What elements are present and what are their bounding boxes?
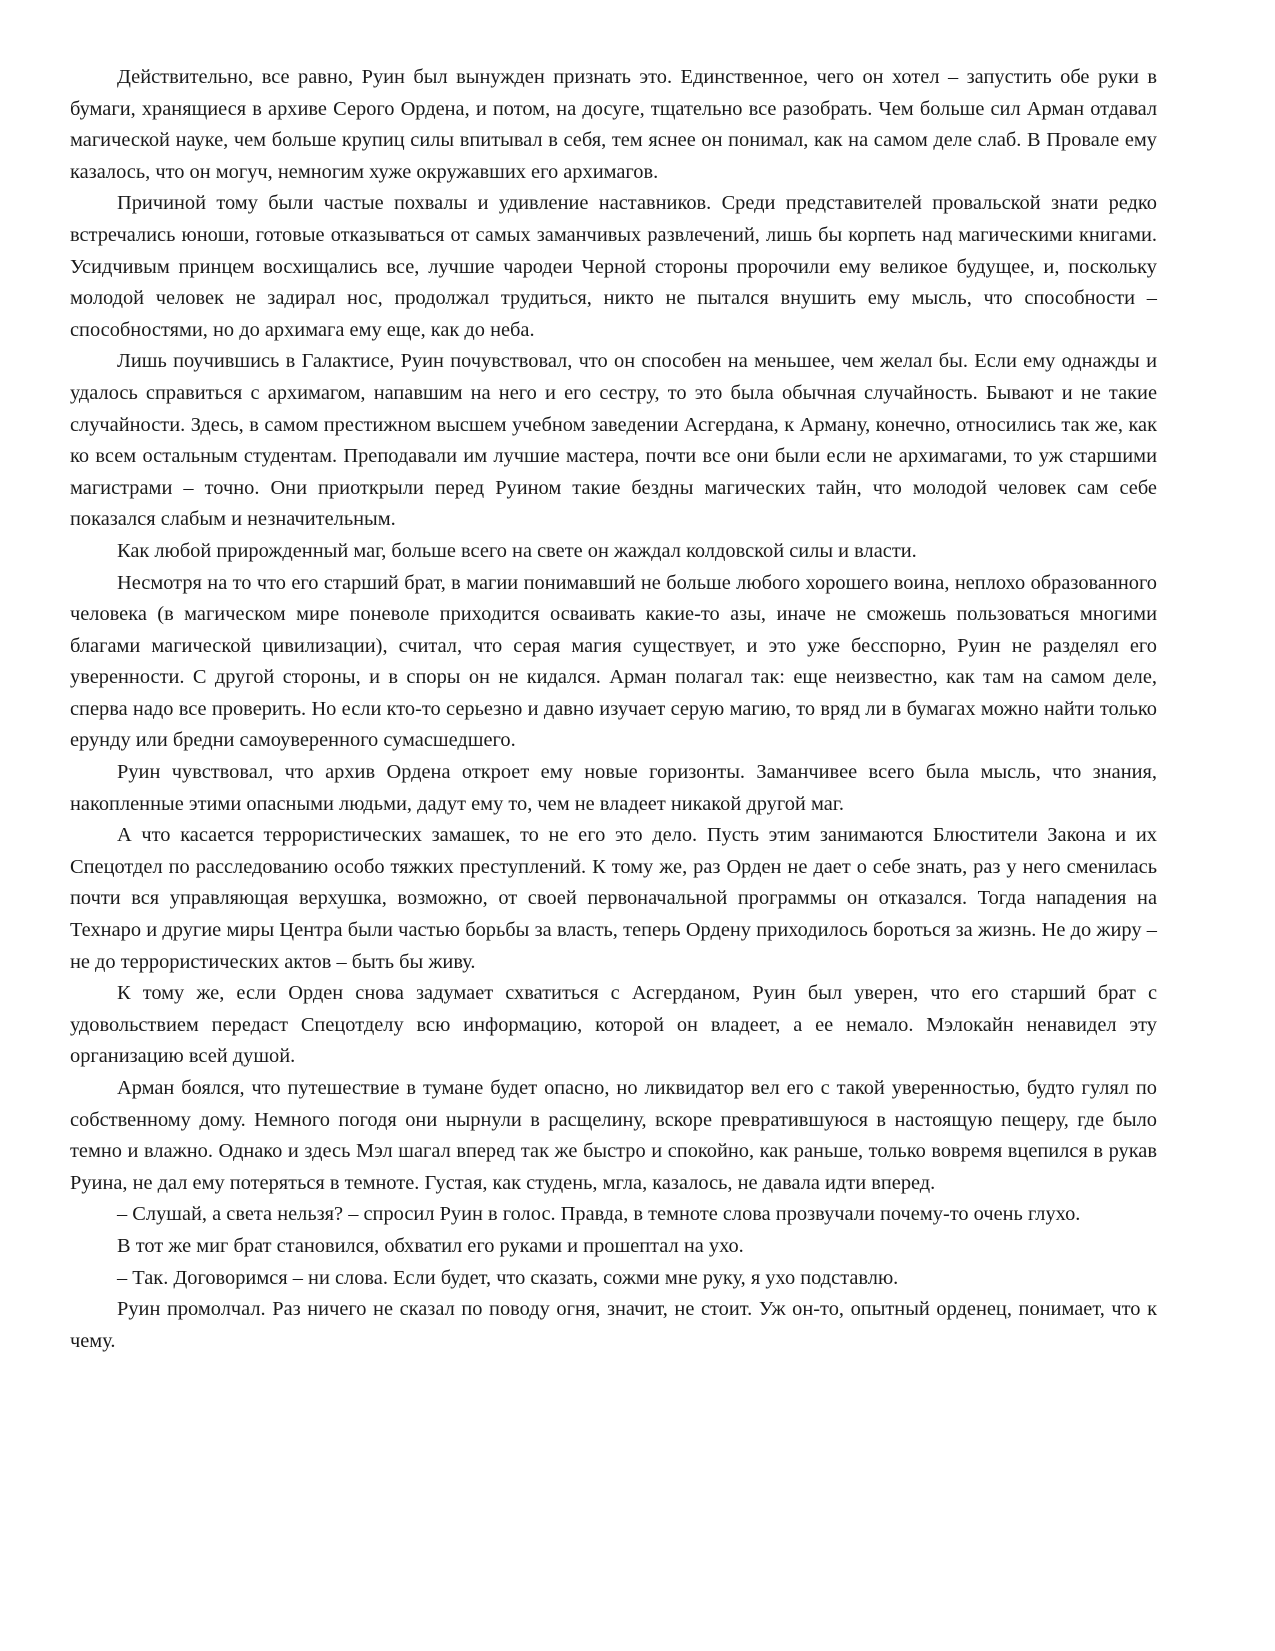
paragraph: Действительно, все равно, Руин был вынужден признать это. Единственное, чего он хотел – запустить обе руки в бумаги, хранящиеся в архиве Серого Ордена, и потом, на досуге, тщательно все разобрать. Чем больше сил Арман отдавал магической науке, чем больше крупиц силы впитывал в себя, тем яснее он понимал, как на самом деле слаб. В Провале ему казалось, что он могуч, немногим хуже окружавших его архимагов. xyxy=(70,66,1157,183)
paragraph: Несмотря на то что его старший брат, в магии понимавший не больше любого хорошего воина, неплохо образованного человека (в магическом мире поневоле приходится осваивать какие-то азы, иначе не сможешь пользоваться многими благами магической цивилизации), считал, что серая магия существует, и это уже бесспорно, Руин не разделял его уверенности. С другой стороны, и в споры он не кидался. Арман полагал так: еще неизвестно, как там на самом деле, сперва надо все проверить. Но если кто-то серьезно и давно изучает серую магию, то вряд ли в бумагах можно найти только ерунду или бредни самоуверенного сумасшедшего. xyxy=(70,571,1157,752)
paragraph: К тому же, если Орден снова задумает схватиться с Асгерданом, Руин был уверен, что его старший брат с удовольствием передаст Спецотделу всю информацию, которой он владеет, а ее немало. Мэлокайн ненавидел эту организацию всей душой. xyxy=(70,982,1157,1068)
paragraph: Как любой прирожденный маг, больше всего на свете он жаждал колдовской силы и власти. xyxy=(117,539,917,562)
paragraph: – Так. Договоримся – ни слова. Если будет, что сказать, сожми мне руку, я ухо подставлю. xyxy=(117,1266,899,1289)
paragraph: В тот же миг брат становился, обхватил его руками и прошептал на ухо. xyxy=(117,1234,744,1257)
paragraph: Руин промолчал. Раз ничего не сказал по поводу огня, значит, не стоит. Уж он-то, опытный орденец, понимает, что к чему. xyxy=(70,1298,1157,1352)
paragraph: Причиной тому были частые похвалы и удивление наставников. Среди представителей провальской знати редко встречались юноши, готовые отказываться от самых заманчивых развлечений, лишь бы корпеть над магическими книгами. Усидчивым принцем восхищались все, лучшие чародеи Черной стороны пророчили ему великое будущее, и, поскольку молодой человек не задирал нос, продолжал трудиться, никто не пытался внушить ему мысль, что способности – способностями, но до архимага ему еще, как до неба. xyxy=(70,192,1157,341)
body-text xyxy=(70,62,1157,1357)
paragraph: Арман боялся, что путешествие в тумане будет опасно, но ликвидатор вел его с такой уверенностью, будто гулял по собственному дому. Немного погодя они нырнули в расщелину, вскоре превратившуюся в настоящую пещеру, где было темно и влажно. Однако и здесь Мэл шагал вперед так же быстро и спокойно, как раньше, только вовремя вцепился в рукав Руина, не дал ему потеряться в темноте. Густая, как студень, мгла, казалось, не давала идти вперед. xyxy=(70,1077,1157,1194)
paragraph: Руин чувствовал, что архив Ордена откроет ему новые горизонты. Заманчивее всего была мысль, что знания, накопленные этими опасными людьми, дадут ему то, чем не владеет никакой другой маг. xyxy=(70,761,1157,815)
paragraph: Лишь поучившись в Галактисе, Руин почувствовал, что он способен на меньшее, чем желал бы. Если ему однажды и удалось справиться с архимагом, напавшим на него и его сестру, то это была обычная случайность. Бывают и не такие случайности. Здесь, в самом престижном высшем учебном заведении Асгердана, к Арману, конечно, относились так же, как ко всем остальным студентам. Преподавали им лучшие мастера, почти все они были если не архимагами, то уж старшими магистрами – точно. Они приоткрыли перед Руином такие бездны магических тайн, что молодой человек сам себе показался слабым и незначительным. xyxy=(70,350,1157,531)
paragraph: А что касается террористических замашек, то не его это дело. Пусть этим занимаются Блюстители Закона и их Спецотдел по расследованию особо тяжких преступлений. К тому же, раз Орден не дает о себе знать, раз у него сменилась почти вся управляющая верхушка, возможно, от своей первоначальной программы он отказался. Тогда нападения на Технаро и другие миры Центра были частью борьбы за власть, теперь Ордену приходилось бороться за жизнь. Не до жиру – не до террористических актов – быть бы живу. xyxy=(70,824,1157,973)
paragraph: – Слушай, а света нельзя? – спросил Руин в голос. Правда, в темноте слова прозвучали почему-то очень глухо. xyxy=(117,1203,1081,1226)
